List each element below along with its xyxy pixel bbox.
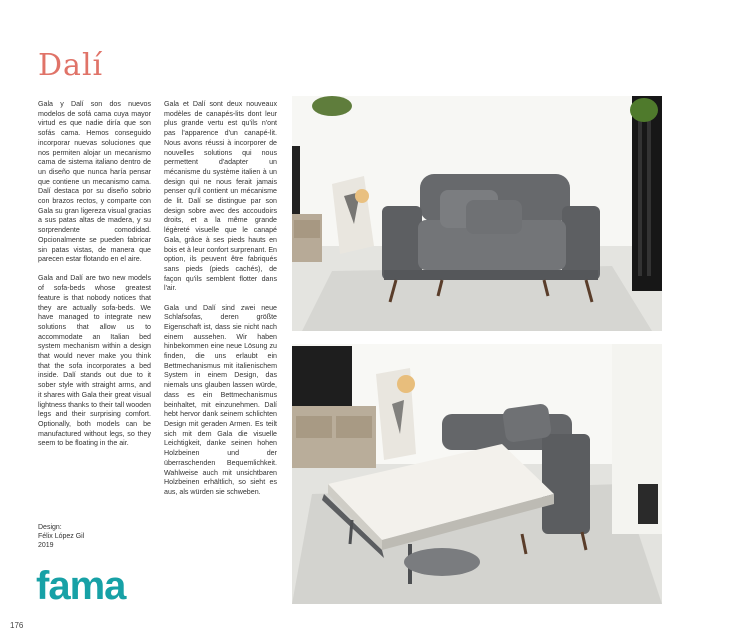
text-column-right bbox=[164, 100, 277, 507]
photo-sofa-closed bbox=[292, 96, 662, 331]
credit-designer: Félix López Gil bbox=[38, 533, 85, 540]
paragraph-german: Gala und Dalí sind zwei neue Schlafsofas, deren größte Eigenschaft ist, dass sie nicht nach einem aussehen. Wir haben hinbekommen eine neue Lösung zu finden, die uns erlaubt ein Bettmechanismus mit italienischem System in einem Design, das niemals uns glauben lassen würde, dass es ein Bettmechanismus beinhaltet, mit einzunehmen. Dalí hebt hervor dank seinem schlichten Design mit geraden Armen. Es teilt sich mit dem Gala die visuelle Leichtigkeit, danke seinen hohen Holzbeinen und der überraschenden Bequemlichkeit. Wahlweise auch mit unsichtbaren Holzbeinen erhältlich, so sieht es aus, als würden sie schweben. bbox=[164, 303, 277, 496]
credit-label: Design: bbox=[38, 524, 62, 531]
text-column-left bbox=[38, 100, 151, 459]
design-credit bbox=[38, 523, 84, 550]
paragraph-english: Gala and Dalí are two new models of sofa-beds whose greatest feature is that nobody notices that they are actually sofa-beds. We have managed to integrate new solutions that allow us to accommodate an Italian bed system mechanism within a design that would never make you think that the sofa incorporates a bed inside. Dalí stands out due to it sober style with straight arms, and it shares with Gala their great visual lightness thanks to their tall wooden legs and their surprising comfort. Optionally, both models can be manufactured without legs, so they seem to be floating in the air. bbox=[38, 274, 151, 448]
paragraph-spanish: Gala y Dalí son dos nuevos modelos de sofá cama cuya mayor virtud es que nadie diría que son sofás cama. Hemos conseguido incorporar nuevas soluciones que nos permiten alojar un mecanismo cama de sistema italiano dentro de un diseño que nunca haría pensar que contiene un mecanismo cama. Dalí destaca por su diseño sobrio con brazos rectos, y comparte con Gala su gran ligereza visual gracias a sus patas altas de madera, y su sorprendente comodidad. Opcionalmente se pueden fabricar sin patas vistas, de manera que parecen estar flotando en el aire. bbox=[38, 100, 151, 264]
credit-year: 2019 bbox=[38, 542, 54, 549]
fama-logo: fama bbox=[36, 564, 126, 608]
sofa-bed-illustration bbox=[292, 344, 662, 604]
page-number: 176 bbox=[10, 621, 24, 630]
page-title: Dalí bbox=[38, 48, 104, 83]
sofa-closed-illustration bbox=[292, 96, 662, 331]
paragraph-french: Gala et Dalí sont deux nouveaux modèles de canapés-lits dont leur plus grande vertu est qu'ils n'ont pas l'apparence d'un canapé-lit. Nous avons réussi à incorporer de nouvelles solutions qui nous permettent d'adapter un mécanisme du système italien à un design qui ne nous ferait jamais penser qu'il contient un mécanisme de lit. Dalí se distingue par son design sobre avec des accoudoirs droits, et a la même grande légèreté visuelle que le canapé Gala, grâce à ses pieds hauts en bois et à leur confort surprenant. En option, ils peuvent être fabriqués sans pieds (pieds cachés), de façon qu'ils semblent flotter dans l'air. bbox=[164, 100, 277, 293]
photo-sofa-bed-open bbox=[292, 344, 662, 604]
